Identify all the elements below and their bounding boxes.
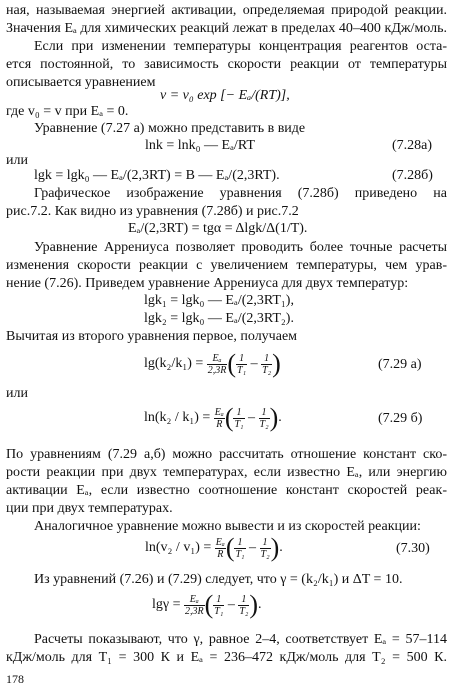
- text-line: Из уравнений (7.26) и (7.29) следует, что γ = (k₂/k₁) и ΔT = 10.: [34, 572, 403, 587]
- text-line: где v₀ = v при Eₐ = 0.: [6, 104, 129, 119]
- text-line: Графическое изображение уравнения (7.28б) приведено на: [34, 186, 447, 201]
- text-line: ции при двух температурах.: [6, 501, 173, 516]
- text-line: нение (7.26). Приведем уравнение Аррениуса для двух температур:: [6, 276, 409, 291]
- text-line: ная, называемая энергией активации, определяемая природой реакции.: [6, 3, 447, 18]
- equation-number: (7.28б): [392, 168, 433, 183]
- text-line: Уравнение Аррениуса позволяет проводить более точные расчеты: [34, 240, 447, 255]
- text-line: Значения Eₐ для химических реакций лежат в пределах 40–400 кДж/моль.: [6, 21, 447, 36]
- equation-7-28a: lnk = lnk₀ — Eₐ/RT: [145, 138, 255, 153]
- equation-number: (7.29 а): [378, 357, 422, 372]
- text-line: кДж/моль для T₁ = 300 К и Eₐ = 236–472 кДж/моль для T₂ = 500 К.: [6, 650, 447, 665]
- text-line: Вычитая из второго уравнения первое, получаем: [6, 329, 298, 344]
- equation-number: (7.30): [396, 541, 430, 556]
- text-line: рис.7.2. Как видно из уравнения (7.28б) и рис.7.2: [6, 204, 299, 219]
- text-line: активации Eₐ, если известно соотношение констант скоростей реак-: [6, 483, 447, 498]
- text-line: Расчеты показывают, что γ, равное 2–4, соответствует Eₐ = 57–114: [34, 632, 447, 647]
- equation-gamma: lgγ = $\frac{\text{Eₐ}}{2,3R}$ ( $\frac{1}{\text{T₁}}$ – $\frac{1}{\text{T₂}}$ ).: [152, 590, 262, 619]
- equation-lgk2: lgk₂ = lgk₀ — Eₐ/(2,3RT₂).: [144, 311, 294, 326]
- equation-number: (7.28а): [392, 138, 433, 153]
- text-line: Аналогичное уравнение можно вывести и из скоростей реакции:: [34, 519, 421, 534]
- equation-7-29a: lg(k₂/k₁) = $\frac{\text{Eₐ}}{2,3R}$ ( $\frac{1}{\text{T₁}}$ – $\frac{1}{\text{T₂}}$ ): [144, 349, 281, 378]
- page-number: 178: [6, 672, 24, 686]
- text-line: ется постоянной, то зависимость скорости реакции от температуры: [6, 57, 447, 72]
- equation-arrhenius: v = v₀ exp [− Eₐ/(RT)],: [160, 88, 290, 103]
- text-line: или: [6, 153, 28, 168]
- text-line: изменения скорости реакции с увеличением температуры, чем урав-: [6, 258, 447, 273]
- equation-tg: Eₐ/(2,3RT) = tgα = Δlgk/Δ(1/T).: [128, 221, 308, 236]
- equation-lgk1: lgk₁ = lgk₀ — Eₐ/(2,3RT₁),: [144, 293, 294, 308]
- equation-7-29b: ln(k₂ / k₁) = $\frac{\text{Eₐ}}{R}$ ( $\frac{1}{\text{T₁}}$ – $\frac{1}{\text{T₂}}$ ).: [144, 403, 282, 432]
- text-line: По уравнениям (7.29 а,б) можно рассчитать отношение констант ско-: [6, 447, 447, 462]
- equation-number: (7.29 б): [378, 411, 423, 426]
- text-line: рости реакции при двух температурах, если известно Eₐ, или энергию: [6, 465, 447, 480]
- equation-7-30: ln(v₂ / v₁) = $\frac{\text{Eₐ}}{R}$ ( $\frac{1}{\text{T₁}}$ – $\frac{1}{\text{T₂}}$ ).: [145, 533, 283, 562]
- text-line: или: [6, 386, 28, 401]
- equation-7-28b: lgk = lgk₀ — Eₐ/(2,3RT) = B — Eₐ/(2,3RT).: [34, 168, 280, 183]
- text-line: описывается уравнением: [6, 75, 156, 90]
- text-line: Если при изменении температуры концентрация реагентов оста-: [34, 39, 447, 54]
- text-line: Уравнение (7.27 а) можно представить в виде: [34, 121, 306, 136]
